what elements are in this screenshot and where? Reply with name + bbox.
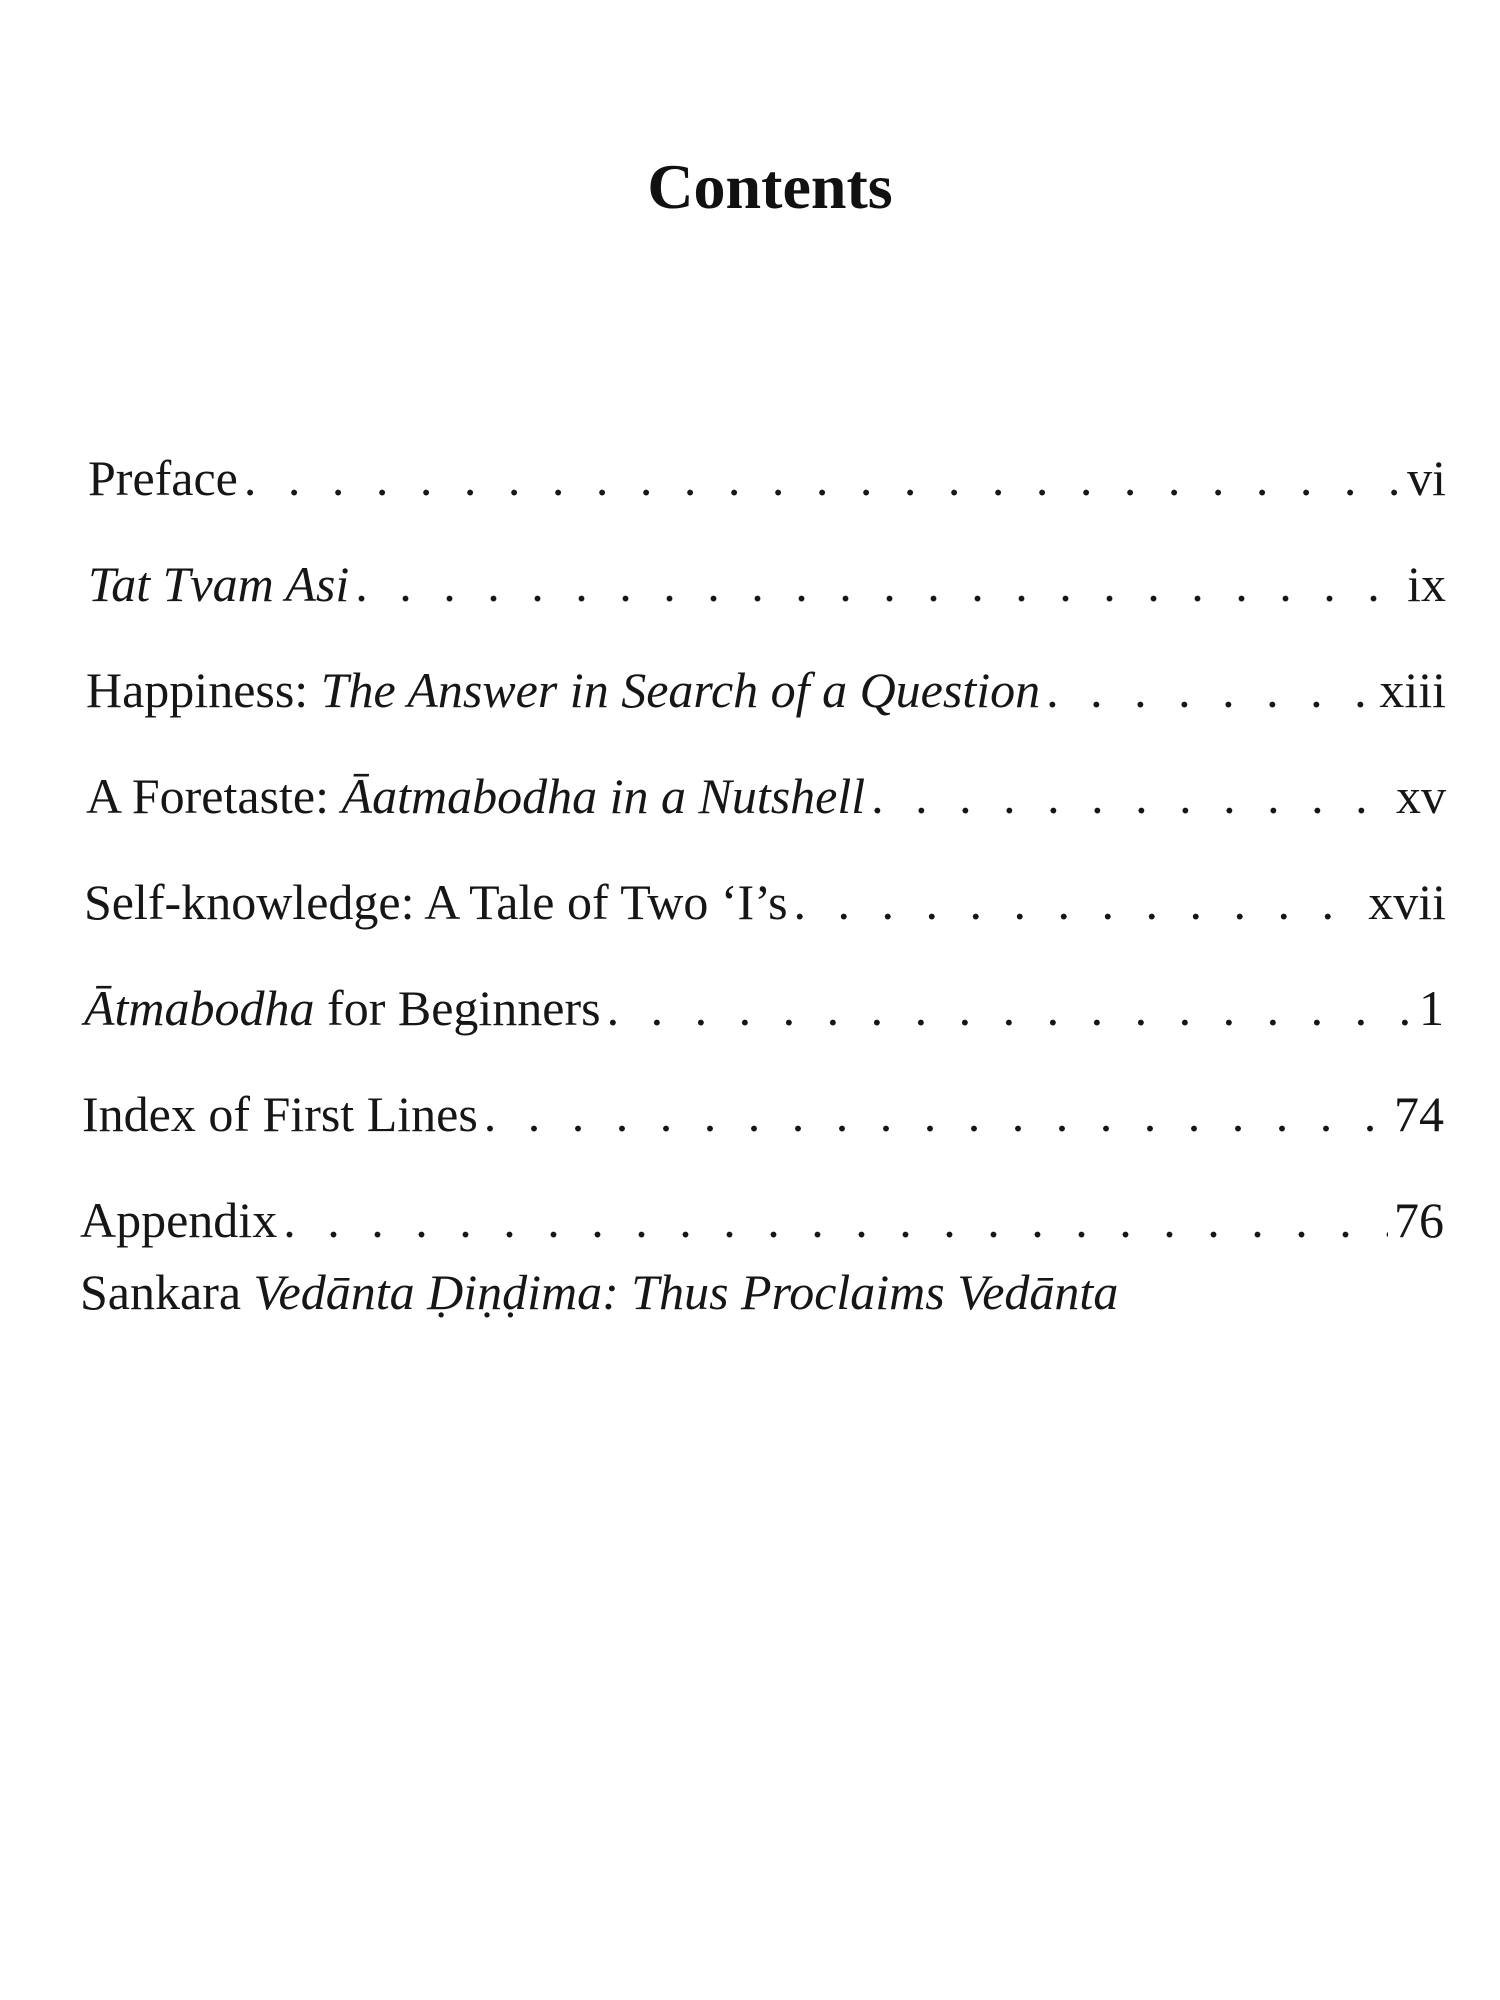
dot-leader [1046, 660, 1373, 720]
toc-entry-label-italic: Tat Tvam Asi [88, 556, 350, 612]
toc-entry-preface [88, 448, 1446, 508]
dot-leader [871, 766, 1390, 826]
dot-leader [607, 978, 1413, 1038]
dot-leader [794, 872, 1363, 932]
page-title: Contents [647, 151, 893, 222]
toc-entry-label: for Beginners [314, 980, 601, 1036]
toc-entry-foretaste [86, 766, 1446, 826]
toc-entry-atmabodha-beginners [84, 978, 1444, 1038]
toc-entry-label: A Foretaste: [86, 768, 342, 824]
dot-leader [244, 448, 1401, 508]
dot-leader [484, 1084, 1388, 1144]
toc-entry-tat-tvam-asi [88, 554, 1446, 614]
toc-entry-label: Self-knowledge: A Tale of Two ‘I’s [84, 874, 788, 930]
toc-entry-page: ix [1407, 556, 1446, 612]
toc-entry-label: Preface [88, 450, 238, 506]
toc-entry-page: xiii [1379, 662, 1446, 718]
toc-entry-label-italic: Āatmabodha in a Nutshell [341, 768, 866, 824]
toc-entry-page: 76 [1394, 1192, 1444, 1248]
toc-entry-label: Happiness: [86, 662, 321, 718]
dot-leader [283, 1190, 1388, 1250]
toc-entry-appendix [80, 1190, 1444, 1250]
appendix-subtitle-italic: Vedānta Ḍiṇḍima: Thus Proclaims Vedānta [253, 1264, 1119, 1320]
toc-entry-label-italic: The Answer in Search of a Question [320, 662, 1041, 718]
toc-entry-self-knowledge [84, 872, 1446, 932]
appendix-subtitle-plain: Sankara [80, 1264, 254, 1320]
dot-leader [355, 554, 1401, 614]
toc-entry-label: Appendix [80, 1192, 278, 1248]
toc-entry-page: xvii [1368, 874, 1446, 930]
toc-entry-page: xv [1396, 768, 1446, 824]
toc-entry-index [82, 1084, 1444, 1144]
toc-entry-label: Index of First Lines [82, 1086, 478, 1142]
toc-entry-page: 1 [1419, 980, 1444, 1036]
toc-entry-happiness [86, 660, 1446, 720]
toc-entry-label-italic: Ātmabodha [84, 980, 315, 1036]
toc-entry-page: 74 [1394, 1086, 1444, 1142]
toc-entry-page: vi [1407, 450, 1446, 506]
appendix-subtitle [80, 1262, 1118, 1322]
